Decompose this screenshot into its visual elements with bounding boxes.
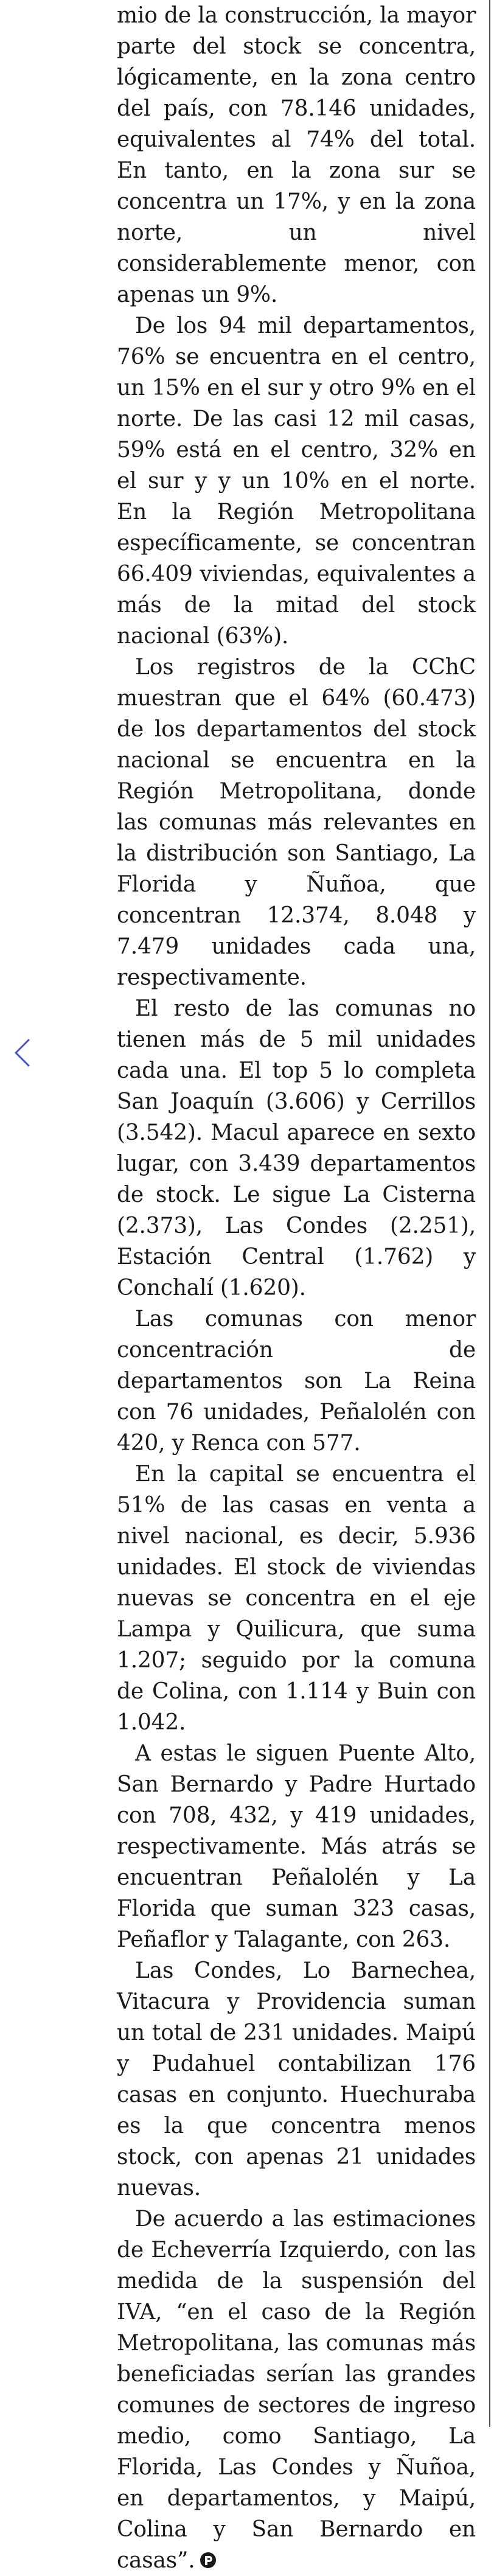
paragraph: Las Condes, Lo Barnechea, Vitacura y Providencia suman un total de 231 unidades. Maipú y Pudahuel contabilizan 176 casas en conjunto. Huechuraba es la que concentra menos stock, con apenas 21 unidades nuevas. bbox=[117, 1958, 476, 2201]
paragraph-last bbox=[117, 2204, 476, 2576]
paragraph: Las comunas con menor concentración de departamentos son La Reina con 76 unidades, Peñalolén con 420, y Renca con 577. bbox=[117, 1307, 476, 1456]
paragraph-last-text: De acuerdo a las estimaciones de Echeverría Izquierdo, con las medida de la suspensión del IVA, “en el caso de la Región Metropolitana, las comunas más beneficiadas serían las grandes comunes de sectores de ingreso medio, como Santiago, La Florida, Las Condes y Ñuñoa, en departamentos, y Maipú, Colina y San Bernardo en casas”. bbox=[117, 2207, 476, 2573]
column-rule bbox=[489, 0, 490, 2427]
paragraph: A estas le siguen Puente Alto, San Bernardo y Padre Hurtado con 708, 432, y 419 unidades, respectivamente. Más atrás se encuentran Peñalolén y La Florida que suman 323 casas, Peñaflor y Talagante, con 263. bbox=[117, 1741, 476, 1952]
article-body bbox=[117, 0, 476, 2576]
paragraph: En la capital se encuentra el 51% de las casas en venta a nivel nacional, es decir, 5.936 unidades. El stock de viviendas nuevas se concentra en el eje Lampa y Quilicura, que suma 1.207; seguido por la comuna de Colina, con 1.114 y Buin con 1.042. bbox=[117, 1462, 476, 1735]
end-of-article-icon bbox=[199, 2551, 217, 2569]
chevron-left-icon bbox=[11, 1035, 32, 1071]
paragraph: De los 94 mil departamentos, 76% se encuentra en el centro, un 15% en el sur y otro 9% en el norte. De las casi 12 mil casas, 59% está en el centro, 32% en el sur y y un 10% en el norte. En la Región Metropolitana específicamente, se concentran 66.409 viviendas, equivalentes a más de la mitad del stock nacional (63%). bbox=[117, 313, 476, 649]
back-arrow-button[interactable] bbox=[11, 1035, 32, 1071]
paragraph: El resto de las comunas no tienen más de 5 mil unidades cada una. El top 5 lo completa San Joaquín (3.606) y Cerrillos (3.542). Macul aparece en sexto lugar, con 3.439 departamentos de stock. Le sigue La Cisterna (2.373), Las Condes (2.251), Estación Central (1.762) y Conchalí (1.620). bbox=[117, 996, 476, 1300]
paragraph: Los registros de la CChC muestran que el 64% (60.473) de los departamentos del stock nacional se encuentra en la Región Metropolitana, donde las comunas más relevantes en la distribución son Santiago, La Florida y Ñuñoa, que concentran 12.374, 8.048 y 7.479 unidades cada una, respectivamente. bbox=[117, 655, 476, 990]
paragraph: mio de la construcción, la mayor parte del stock se concentra, lógicamente, en la zona centro del país, con 78.146 unidades, equivalentes al 74% del total. En tanto, en la zona sur se concentra un 17%, y en la zona norte, un nivel considerablemente menor, con apenas un 9%. bbox=[117, 3, 476, 307]
